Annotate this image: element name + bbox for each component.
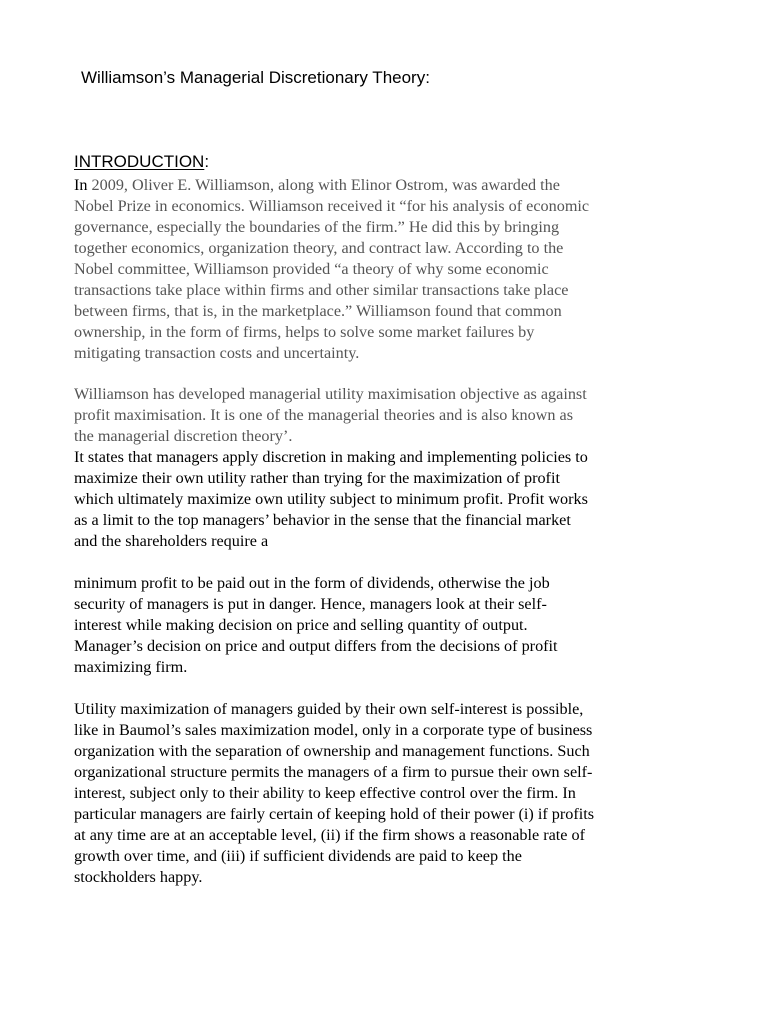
paragraph-line: stockholders happy. <box>74 868 203 886</box>
paragraph-line: particular managers are fairly certain of keeping hold of their power (i) if profits <box>74 805 595 823</box>
paragraph-line: Nobel committee, Williamson provided “a theory of why some economic <box>74 260 549 278</box>
paragraph-line: transactions take place within firms and other similar transactions take place <box>74 281 569 299</box>
paragraph-line: as a limit to the top managers’ behavior in the sense that the financial market <box>74 511 571 529</box>
paragraph-line: the managerial discretion theory’. <box>74 427 293 445</box>
introduction-heading-colon: : <box>204 152 210 171</box>
paragraph-intro <box>74 175 714 364</box>
paragraph-line: Nobel Prize in economics. Williamson received it “for his analysis of economic <box>74 197 590 215</box>
paragraph-utility-objective <box>74 384 714 447</box>
paragraph-line: which ultimately maximize own utility subject to minimum profit. Profit works <box>74 490 588 508</box>
introduction-heading <box>74 152 209 172</box>
paragraph-line: Utility maximization of managers guided by their own self-interest is possible, <box>74 700 584 718</box>
paragraph-line: minimum profit to be paid out in the form of dividends, otherwise the job <box>74 574 550 592</box>
paragraph-line: organizational structure permits the managers of a firm to pursue their own self- <box>74 763 593 781</box>
document-title: Williamson’s Managerial Discretionary Theory: <box>81 68 430 87</box>
paragraph-line: maximizing firm. <box>74 658 188 676</box>
paragraph-line: profit maximisation. It is one of the managerial theories and is also known as <box>74 406 573 424</box>
paragraph-line: It states that managers apply discretion in making and implementing policies to <box>74 448 588 466</box>
paragraph-discretion <box>74 447 714 552</box>
paragraph-line: growth over time, and (iii) if sufficient dividends are paid to keep the <box>74 847 522 865</box>
paragraph-line: organization with the separation of ownership and management functions. Such <box>74 742 590 760</box>
paragraph-lead: In <box>74 176 92 194</box>
paragraph-line: mitigating transaction costs and uncertainty. <box>74 344 360 362</box>
paragraph-minimum-profit <box>74 573 714 678</box>
paragraph-utility-maximization <box>74 699 714 888</box>
paragraph-line: Manager’s decision on price and output differs from the decisions of profit <box>74 637 558 655</box>
paragraph-line-text: 2009, Oliver E. Williamson, along with Elinor Ostrom, was awarded the <box>91 176 560 194</box>
paragraph-line: between firms, that is, in the marketplace.” Williamson found that common <box>74 302 562 320</box>
paragraph-line: like in Baumol’s sales maximization model, only in a corporate type of business <box>74 721 593 739</box>
paragraph-line: interest, subject only to their ability to keep effective control over the firm. In <box>74 784 576 802</box>
paragraph-line: and the shareholders require a <box>74 532 269 550</box>
paragraph-line: at any time are at an acceptable level, (ii) if the firm shows a reasonable rate of <box>74 826 586 844</box>
paragraph-line: Williamson has developed managerial utility maximisation objective as against <box>74 385 587 403</box>
paragraph-line: governance, especially the boundaries of the firm.” He did this by bringing <box>74 218 560 236</box>
paragraph-line: security of managers is put in danger. Hence, managers look at their self- <box>74 595 547 613</box>
paragraph-line <box>74 175 714 196</box>
paragraph-line: interest while making decision on price and selling quantity of output. <box>74 616 528 634</box>
paragraph-line: together economics, organization theory, and contract law. According to the <box>74 239 564 257</box>
paragraph-line: maximize their own utility rather than trying for the maximization of profit <box>74 469 560 487</box>
paragraph-line: ownership, in the form of firms, helps to solve some market failures by <box>74 323 535 341</box>
introduction-heading-text: INTRODUCTION <box>74 152 205 171</box>
